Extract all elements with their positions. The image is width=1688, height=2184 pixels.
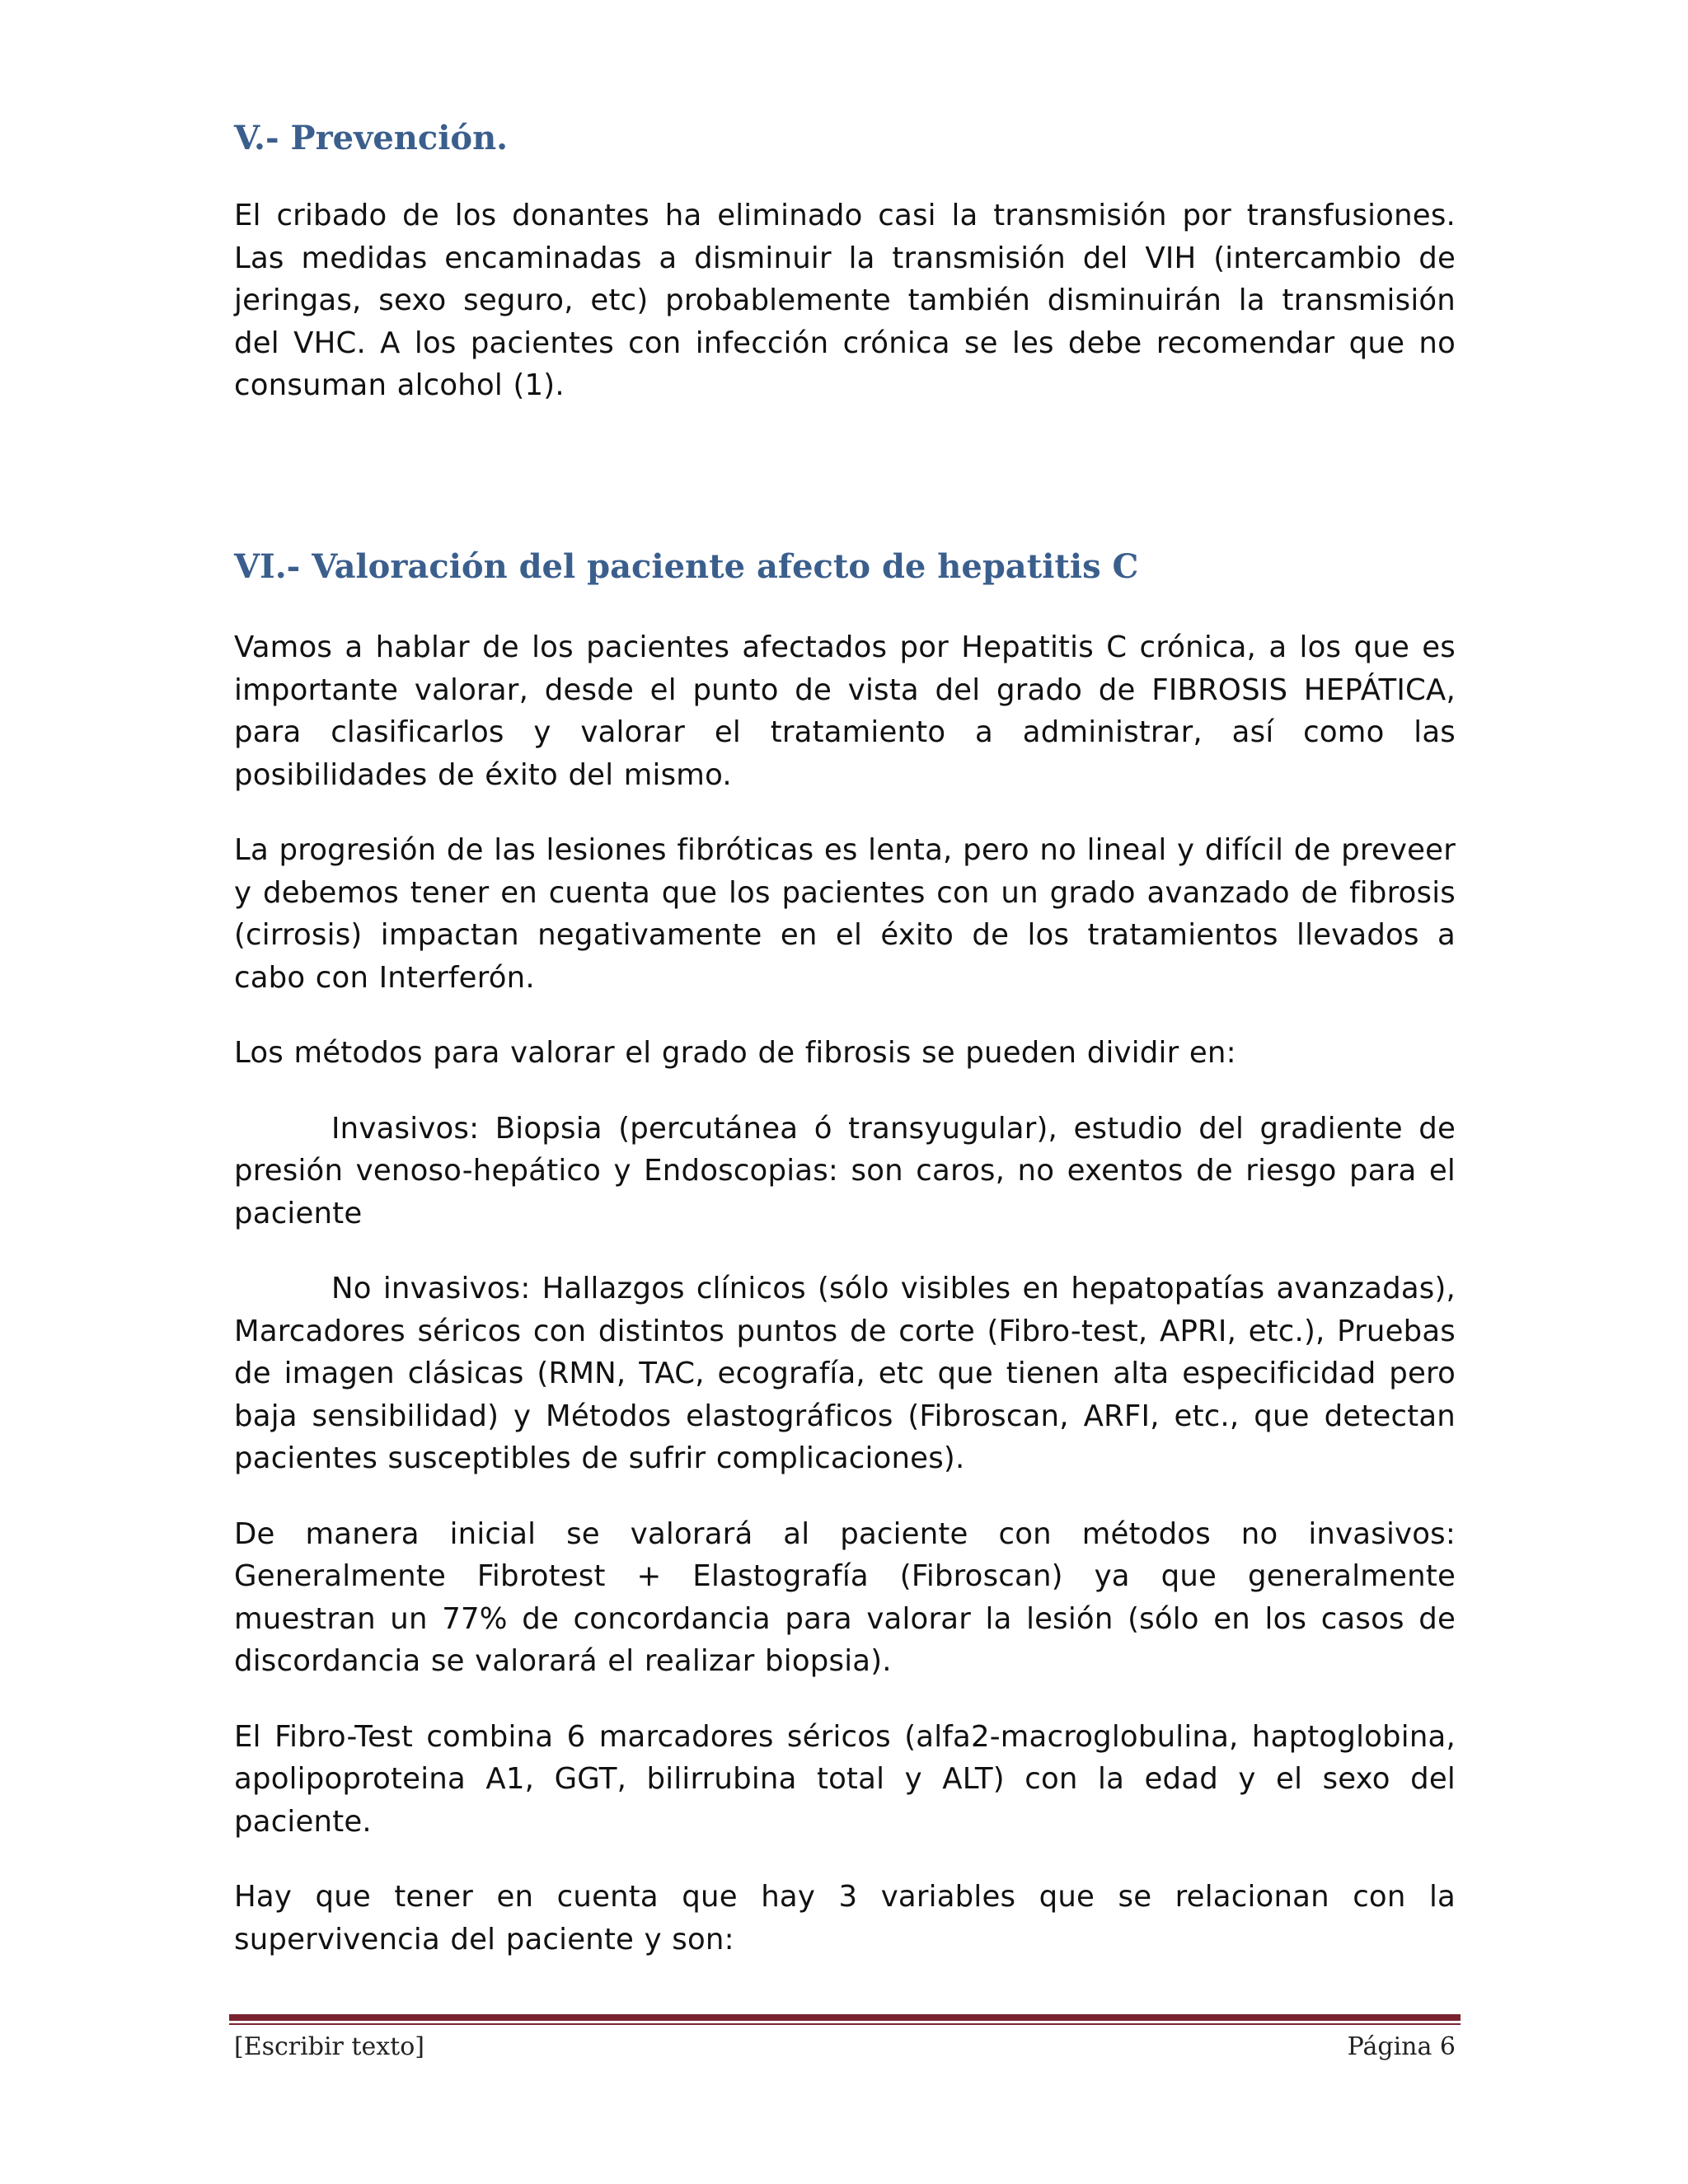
paragraph: Vamos a hablar de los pacientes afectados por Hepatitis C crónica, a los que es importante valorar, desde el punto de vista del grado de FIBROSIS HEPÁTICA, para clasificarlos y valorar el tratamiento a administrar, así como las posibilidades de éxito del mismo. — [234, 630, 1456, 792]
paragraph: La progresión de las lesiones fibróticas es lenta, pero no lineal y difícil de preveer y debemos tener en cuenta que los pacientes con un grado avanzado de fibrosis (cirrosis) impactan negativamente en el éxito de los tratamientos llevados a cabo con Interferón. — [234, 833, 1456, 995]
footer-placeholder-text: [Escribir texto] — [234, 2032, 424, 2061]
paragraph: De manera inicial se valorará al paciente con métodos no invasivos: Generalmente Fibrotest + Elastografía (Fibroscan) ya que generalmente muestran un 77% de concordancia para valorar la lesión (sólo en los casos de discordancia se valorará el realizar biopsia). — [234, 1516, 1456, 1678]
section-body-prevencion — [234, 194, 1456, 440]
paragraph-invasivos: Invasivos: Biopsia (percutánea ó transyugular), estudio del gradiente de presión venoso-hepático y Endoscopias: son caros, no exentos de riesgo para el paciente — [234, 1111, 1456, 1230]
section-body-valoracion — [234, 626, 1456, 1994]
section-heading-valoracion: VI.- Valoración del paciente afecto de hepatitis C — [234, 547, 1139, 586]
footer-rule — [229, 2014, 1461, 2021]
paragraph: Los métodos para valorar el grado de fibrosis se pueden dividir en: — [234, 1036, 1236, 1070]
section-heading-prevencion: V.- Prevención. — [234, 119, 509, 157]
page-number: Página 6 — [1347, 2032, 1456, 2061]
paragraph: El cribado de los donantes ha eliminado casi la transmisión por transfusiones. Las medidas encaminadas a disminuir la transmisión del VIH (intercambio de jeringas, sexo seguro, etc) probablemente también disminuirán la transmisión del VHC. A los pacientes con infección crónica se les debe recomendar que no consuman alcohol (1). — [234, 199, 1456, 402]
paragraph: El Fibro-Test combina 6 marcadores séricos (alfa2-macroglobulina, haptoglobina, apolipoproteina A1, GGT, bilirrubina total y ALT) con la edad y el sexo del paciente. — [234, 1719, 1456, 1839]
paragraph: Hay que tener en cuenta que hay 3 variables que se relacionan con la supervivencia del paciente y son: — [234, 1880, 1456, 1957]
paragraph-no-invasivos: No invasivos: Hallazgos clínicos (sólo visibles en hepatopatías avanzadas), Marcadores séricos con distintos puntos de corte (Fibro-test, APRI, etc.), Pruebas de imagen clásicas (RMN, TAC, ecografía, etc que tienen alta especificidad pero baja sensibilidad) y Métodos elastográficos (Fibroscan, ARFI, etc., que detectan pacientes susceptibles de sufrir complicaciones). — [234, 1272, 1456, 1475]
footer-rule-thin — [229, 2023, 1461, 2025]
